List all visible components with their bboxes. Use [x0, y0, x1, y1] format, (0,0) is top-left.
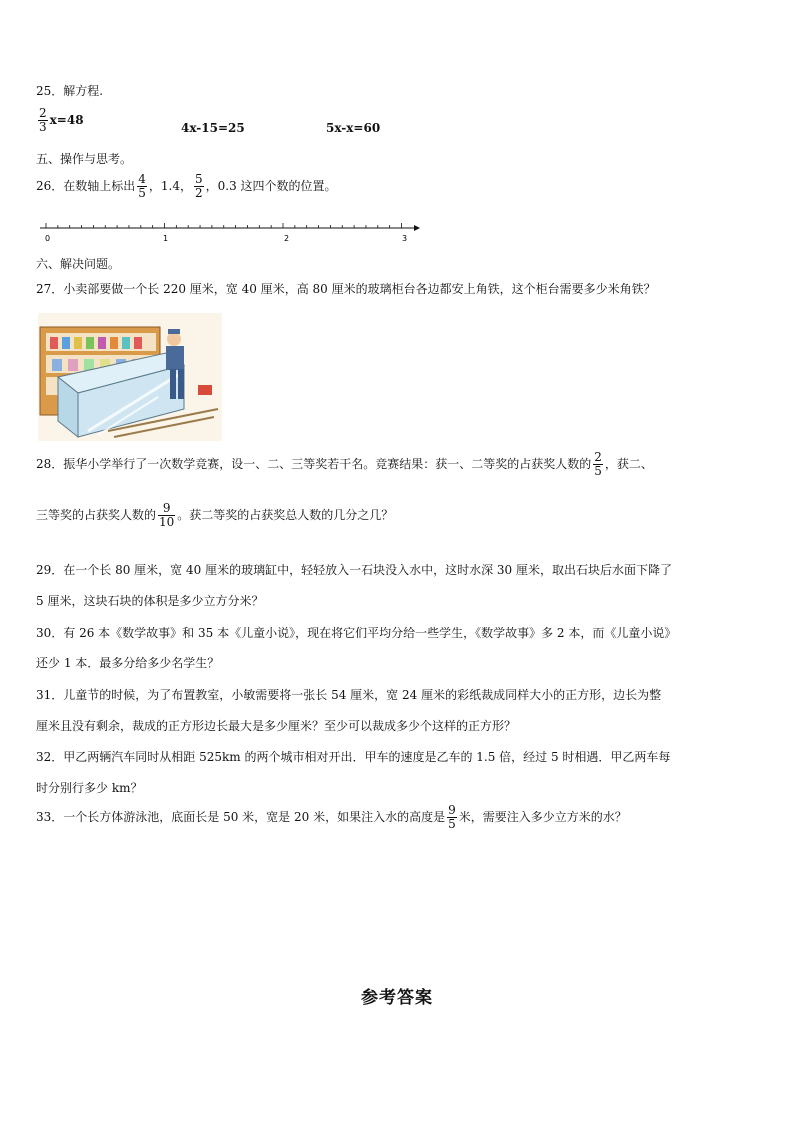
- fraction: $\frac{9}{5}$: [448, 803, 456, 831]
- q32-line1: 32．甲乙两辆汽车同时从相距 525km 的两个城市相对开出．甲车的速度是乙车的 1.5 倍，经过 5 时相遇．甲乙两车每: [36, 750, 671, 764]
- section-5-heading: 五、操作与思考。: [36, 152, 133, 166]
- fraction: $\frac{9}{10}$: [159, 501, 175, 529]
- q25-eq3: 5x-x=60: [326, 121, 381, 135]
- q28-line1: 28．振华小学举行了一次数学竞赛，设一、二、三等奖若干名。竞赛结果：获一、二等奖的占获奖人数的 $\frac{2}{5}$ ，获二、: [36, 450, 653, 478]
- fraction: $\frac{2}{5}$: [594, 450, 602, 478]
- q30-line2: 还少 1 本．最多分给多少名学生？: [36, 656, 220, 670]
- fraction: $\frac{5}{2}$: [195, 172, 203, 200]
- axis-label-3: 3: [402, 234, 408, 243]
- axis-label-1: 1: [163, 234, 169, 243]
- answer-title: 参考答案: [361, 988, 433, 1008]
- q31-line2: 厘米且没有剩余，裁成的正方形边长最大是多少厘米？至少可以裁成多少个这样的正方形？: [36, 719, 517, 733]
- axis-label-0: 0: [45, 234, 51, 243]
- axis-label-2: 2: [284, 234, 290, 243]
- fraction: $\frac{4}{5}$: [138, 172, 146, 200]
- q30-line1: 30．有 26 本《数学故事》和 35 本《儿童小说》，现在将它们平均分给一些学生，《数学故事》多 2 本，而《儿童小说》: [36, 626, 677, 640]
- number-line: [36, 220, 426, 246]
- arrow-icon: [414, 225, 420, 231]
- counter-illustration: [38, 313, 222, 441]
- q27-text: 27．小卖部要做一个长 220 厘米，宽 40 厘米，高 80 厘米的玻璃柜台各边都安上角铁，这个柜台需要多少米角铁？: [36, 282, 656, 296]
- q26-text: 26．在数轴上标出 $\frac{4}{5}$ ，1.4， $\frac{5}{2}$ ，0.3 这四个数的位置。: [36, 172, 337, 200]
- fraction: $\frac{2}{3}$: [39, 106, 47, 134]
- q29-line1: 29．在一个长 80 厘米，宽 40 厘米的玻璃缸中，轻轻放入一石块没入水中，这时水深 30 厘米，取出石块后水面下降了: [36, 563, 672, 577]
- q28-line2: 三等奖的占获奖人数的 $\frac{9}{10}$ 。获二等奖的占获奖总人数的几分之几？: [36, 501, 394, 529]
- section-6-heading: 六、解决问题。: [36, 257, 121, 271]
- q29-line2: 5 厘米，这块石块的体积是多少立方分米？: [36, 594, 264, 608]
- q25-eq1: $\frac{2}{3}$ x=48: [39, 106, 84, 134]
- q32-line2: 时分别行多少 km？: [36, 781, 143, 795]
- q25-eq2: 4x-15=25: [181, 121, 245, 135]
- q31-line1: 31．儿童节的时候，为了布置教室，小敏需要将一张长 54 厘米，宽 24 厘米的彩纸裁成同样大小的正方形，边长为整: [36, 688, 662, 702]
- number-line-ticks: [46, 223, 402, 228]
- q33-text: 33．一个长方体游泳池，底面长是 50 米，宽是 20 米，如果注入水的高度是 $\frac{9}{5}$ 米，需要注入多少立方米的水？: [36, 803, 627, 831]
- q25-label: 25．解方程.: [36, 84, 104, 98]
